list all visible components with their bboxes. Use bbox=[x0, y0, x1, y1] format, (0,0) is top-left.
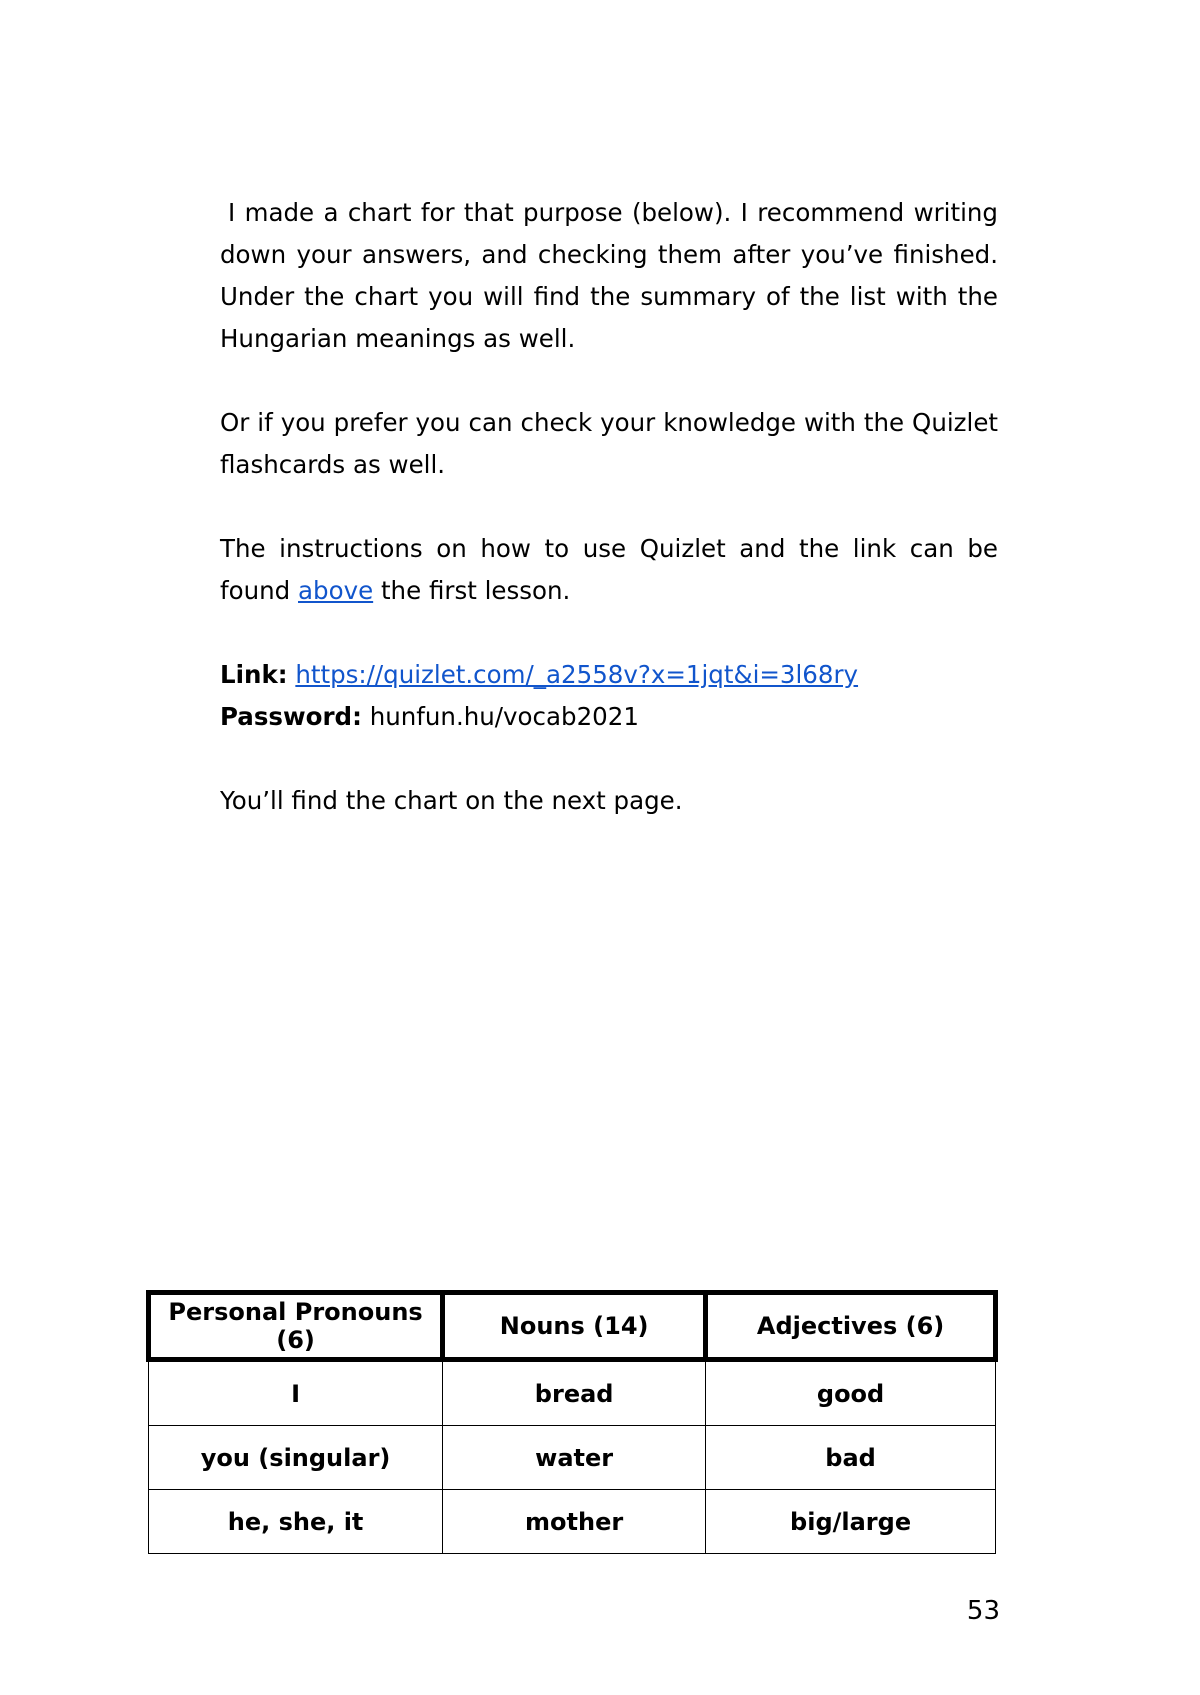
instructions-text-after: the first lesson. bbox=[373, 576, 571, 605]
vocabulary-table bbox=[146, 1290, 998, 1554]
instructions-paragraph bbox=[220, 528, 998, 612]
header-adjectives: Adjectives (6) bbox=[706, 1293, 996, 1360]
header-personal-pronouns: Personal Pronouns (6) bbox=[149, 1293, 443, 1360]
link-label: Link: bbox=[220, 660, 288, 689]
password-line bbox=[220, 696, 998, 738]
table-cell: you (singular) bbox=[149, 1426, 443, 1490]
table-cell: I bbox=[149, 1360, 443, 1426]
header-nouns: Nouns (14) bbox=[443, 1293, 706, 1360]
link-line bbox=[220, 654, 998, 696]
password-value: hunfun.hu/vocab2021 bbox=[369, 702, 639, 731]
table-cell: he, she, it bbox=[149, 1490, 443, 1554]
table-cell: big/large bbox=[706, 1490, 996, 1554]
table-header-row bbox=[149, 1293, 996, 1360]
table-row bbox=[149, 1490, 996, 1554]
table-cell: mother bbox=[443, 1490, 706, 1554]
quizlet-paragraph: Or if you prefer you can check your knowledge with the Quizlet flashcards as well. bbox=[220, 408, 998, 479]
table-cell: good bbox=[706, 1360, 996, 1426]
password-label: Password: bbox=[220, 702, 362, 731]
intro-paragraph: I made a chart for that purpose (below). I recommend writing down your answers, and checking them after you’ve finished. Under the chart you will find the summary of the list with the Hungarian meanings as well. bbox=[220, 198, 998, 353]
table-cell: bread bbox=[443, 1360, 706, 1426]
above-link[interactable]: above bbox=[298, 576, 374, 605]
next-page-paragraph: You’ll find the chart on the next page. bbox=[220, 786, 683, 815]
table-cell: water bbox=[443, 1426, 706, 1490]
page-number: 53 bbox=[966, 1596, 1000, 1626]
quizlet-url-link[interactable]: https://quizlet.com/_a2558v?x=1jqt&i=3l68ry bbox=[295, 660, 859, 689]
table-row bbox=[149, 1426, 996, 1490]
instructions-text-before: The instructions on how to use Quizlet and the link can be found bbox=[220, 534, 998, 605]
body-text bbox=[220, 192, 998, 864]
table-row bbox=[149, 1360, 996, 1426]
table-cell: bad bbox=[706, 1426, 996, 1490]
